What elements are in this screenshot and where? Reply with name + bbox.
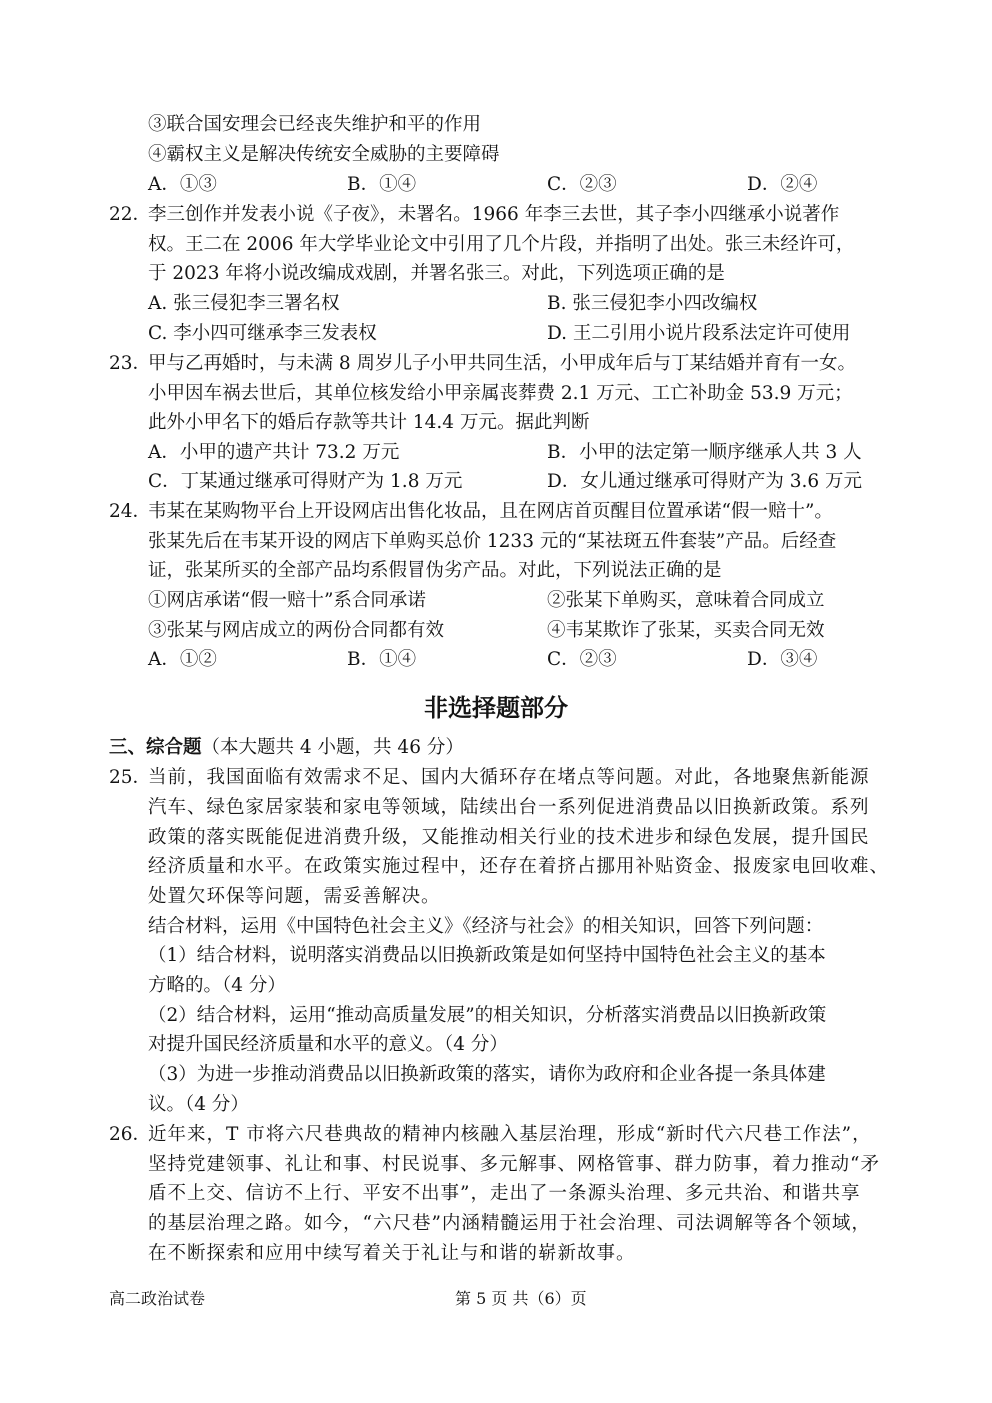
statement-3: ③张某与网店成立的两份合同都有效	[148, 620, 445, 641]
q24-line-2: 张某先后在韦某开设的网店下单购买总价 1233 元的“某祛斑五件套装”产品。后经查	[148, 531, 837, 552]
q26-line-3: 盾不上交、信访不上行、平安不出事”，走出了一条源头治理、多元共治、和谐共享	[148, 1183, 861, 1204]
statement-2: ②张某下单购买，意味着合同成立	[547, 590, 825, 611]
q22-number: 22．	[109, 204, 152, 225]
q22-line-2: 权。王二在 2006 年大学毕业论文中引用了几个片段，并指明了出处。张三未经许可，	[148, 234, 855, 255]
q25-sub-1a: （1）结合材料，说明落实消费品以旧换新政策是如何坚持中国特色社会主义的基本	[148, 945, 826, 966]
option-b: B．①④	[347, 649, 417, 670]
statement-4: ④韦某欺诈了张某，买卖合同无效	[547, 620, 825, 641]
q23-number: 23．	[109, 353, 152, 374]
option-c: C．②③	[547, 174, 617, 195]
part-label: 三、综合题	[109, 737, 202, 758]
q26-line-1: 26．近年来，T 市将六尺巷典故的精神内核融入基层治理，形成“新时代六尺巷工作法”，	[109, 1124, 872, 1145]
option-a: A．①③	[148, 174, 217, 195]
footer-page-number: 第 5 页 共（6）页	[455, 1289, 587, 1308]
part-note: （本大题共 4 小题，共 46 分）	[201, 737, 464, 758]
q25-sub-1b: 方略的。（4 分）	[148, 975, 286, 996]
q25-line-4: 经济质量和水平。在政策实施过程中，还存在着挤占挪用补贴资金、报废家电回收难、	[148, 856, 890, 877]
option-c: C．②③	[547, 649, 617, 670]
option-d: D．②④	[747, 174, 818, 195]
option-a: A．①②	[148, 649, 217, 670]
q26-line-2: 坚持党建领事、礼让和事、村民说事、多元解事、网格管事、群力防事，着力推动“矛	[148, 1154, 880, 1175]
option-b: B. 张三侵犯李小四改编权	[547, 293, 758, 314]
q26-line-4: 的基层治理之路。如今，“六尺巷”内涵精髓运用于社会治理、司法调解等各个领域，	[148, 1213, 871, 1234]
q25-sub-3b: 议。（4 分）	[148, 1094, 249, 1115]
option-b: B．①④	[347, 174, 417, 195]
q24-line-3: 证，张某所买的全部产品均系假冒伪劣产品。对此，下列说法正确的是	[148, 560, 722, 581]
part-header	[109, 736, 464, 760]
q25-sub-2b: 对提升国民经济质量和水平的意义。（4 分）	[148, 1034, 508, 1055]
q26-number: 26．	[109, 1124, 152, 1145]
q25-line-5: 处置欠环保等问题，需妥善解决。	[148, 886, 441, 907]
option-d: D. 王二引用小说片段系法定许可使用	[547, 323, 851, 344]
option-c: C．丁某通过继承可得财产为 1.8 万元	[148, 471, 463, 492]
option-a: A. 张三侵犯李三署名权	[148, 293, 340, 314]
q24-number: 24．	[109, 501, 152, 522]
q22-line-3: 于 2023 年将小说改编成戏剧，并署名张三。对此，下列选项正确的是	[148, 263, 725, 284]
q23-line-2: 小甲因车祸去世后，其单位核发给小甲亲属丧葬费 2.1 万元、工亡补助金 53.9 万元；	[148, 383, 853, 404]
q25-line-3: 政策的落实既能促进消费升级，又能推动相关行业的技术进步和绿色发展，提升国民	[148, 827, 870, 848]
option-d: D．女儿通过继承可得财产为 3.6 万元	[547, 471, 863, 492]
q24-line-1: 24．韦某在某购物平台上开设网店出售化妆品，且在网店首页醒目位置承诺“假一赔十”。	[109, 501, 833, 522]
statement-3: ③联合国安理会已经丧失维护和平的作用	[148, 114, 482, 135]
q25-sub-2a: （2）结合材料，运用“推动高质量发展”的相关知识，分析落实消费品以旧换新政策	[148, 1005, 827, 1026]
option-d: D．③④	[747, 649, 818, 670]
q23-line-1: 23．甲与乙再婚时，与未满 8 周岁儿子小甲共同生活，小甲成年后与丁某结婚并育有一女。	[109, 353, 857, 374]
footer-exam-name: 高二政治试卷	[109, 1289, 206, 1308]
q25-line-1: 25．当前，我国面临有效需求不足、国内大循环存在堵点等问题。对此，各地聚焦新能源	[109, 767, 870, 788]
statement-4: ④霸权主义是解决传统安全威胁的主要障碍	[148, 144, 500, 165]
q25-sub-3a: （3）为进一步推动消费品以旧换新政策的落实，请你为政府和企业各提一条具体建	[148, 1064, 826, 1085]
q25-number: 25．	[109, 767, 152, 788]
q23-line-3: 此外小甲名下的婚后存款等共计 14.4 万元。据此判断	[148, 412, 590, 433]
option-a: A．小甲的遗产共计 73.2 万元	[148, 442, 400, 463]
q25-instruction: 结合材料，运用《中国特色社会主义》《经济与社会》的相关知识，回答下列问题：	[148, 916, 824, 937]
q26-line-5: 在不断探索和应用中续写着关于礼让与和谐的崭新故事。	[148, 1243, 636, 1264]
q22-line-1: 22．李三创作并发表小说《子夜》，未署名。1966 年李三去世，其子李小四继承小说著作	[109, 204, 840, 225]
option-c: C. 李小四可继承李三发表权	[148, 323, 377, 344]
statement-1: ①网店承诺“假一赔十”系合同承诺	[148, 590, 426, 611]
section-title: 非选择题部分	[424, 694, 568, 722]
q25-line-2: 汽车、绿色家居家装和家电等领域，陆续出台一系列促进消费品以旧换新政策。系列	[148, 797, 870, 818]
option-b: B．小甲的法定第一顺序继承人共 3 人	[547, 442, 862, 463]
